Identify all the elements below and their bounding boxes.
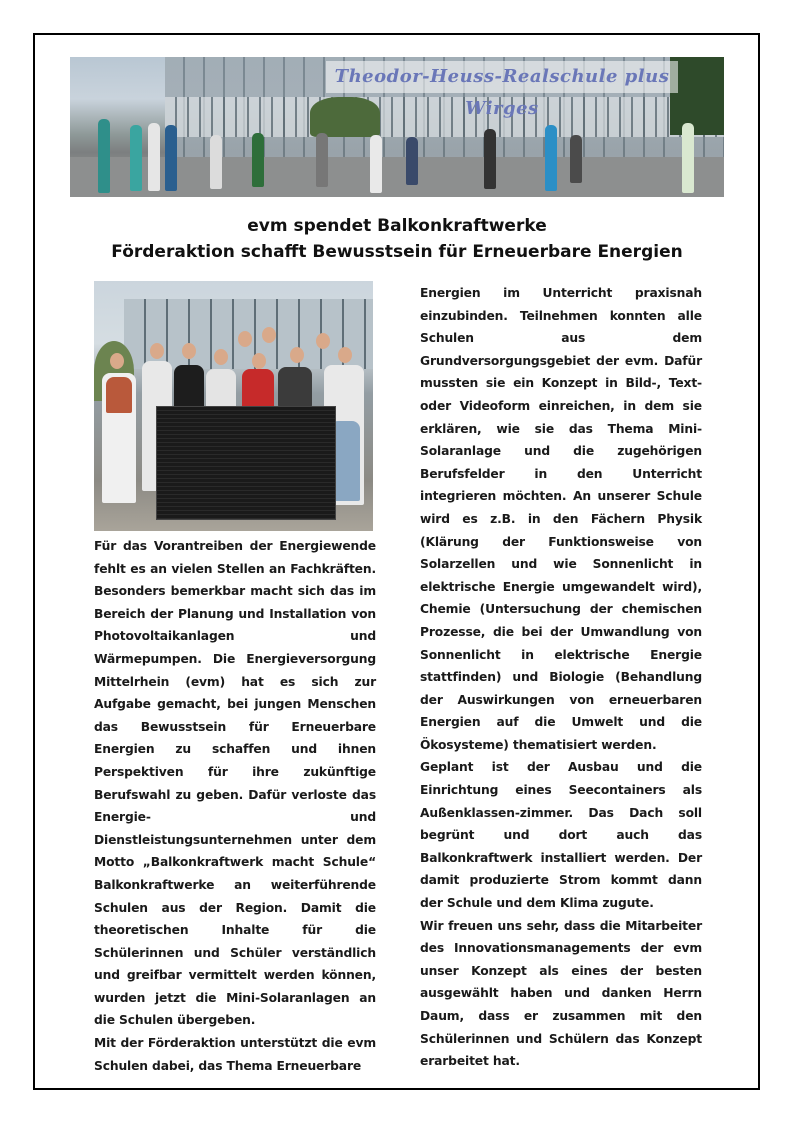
school-name-logo: Theodor-Heuss-Realschule plus Wirges (326, 61, 678, 93)
paragraph: Für das Vorantreiben der Energiewende fehlt es an vielen Stellen an Fachkräften. Besonders bemerkbar macht sich das im Bereich der Planung und Installation von Photovoltaikanlagen und Wärmepumpen. Die Energieversorgung Mittelrhein (evm) hat es sich zur Aufgabe gemacht, bei jungen Menschen das Bewusstsein für Erneuerbare Energien zu schaffen und ihnen Perspektiven für ihre zukünftige Berufswahl zu geben. Dafür verloste das Energie- und Dienstleistungsunternehmen unter dem Motto „Balkonkraftwerk macht Schule“ Balkonkraftwerke an weiterführende Schulen aus der Region. Damit die theoretischen Inhalte für die Schülerinnen und Schüler verständlich und greifbar vermittelt werden können, wurden jetzt die Mini-Solaranlagen an die Schulen übergeben. (94, 539, 376, 1028)
article-column-right (420, 282, 702, 1073)
article-headline (60, 213, 734, 265)
solar-panel (156, 406, 336, 520)
header-banner-photo (70, 57, 724, 197)
paragraph: Energien im Unterricht praxisnah einzubinden. Teilnehmen konnten alle Schulen aus dem Grundversorgungsgebiet der evm. Dafür mussten sie ein Konzept in Bild-, Text- oder Videoform einreichen, in dem sie erklären, wie sie das Thema Mini-Solaranlage und die zugehörigen Berufsfelder in den Unterricht integrieren möchten. An unserer Schule wird es z.B. in den Fächern Physik (Klärung der Funktionsweise von Solarzellen und wie Sonnenlicht in elektrische Energie umgewandelt wird), Chemie (Untersuchung der chemischen Prozesse, die bei der Umwandlung von Sonnenlicht in elektrische Energie stattfinden) und Biologie (Behandlung der Auswirkungen von erneuerbaren Energien auf die Umwelt und die Ökosysteme) thematisiert werden. (420, 286, 702, 752)
students-with-solar-panel-photo (94, 281, 373, 531)
paragraph: Geplant ist der Ausbau und die Einrichtung eines Seecontainers als Außenklassen-zimmer. Das Dach soll begrünt und dort auch das Balkonkraftwerk installiert werden. Der damit produzierte Strom kommt dann der Schule und dem Klima zugute. (420, 760, 702, 911)
article-column-left (94, 535, 376, 1077)
headline-title: evm spendet Balkonkraftwerke (247, 216, 547, 236)
headline-subtitle: Förderaktion schafft Bewusstsein für Erneuerbare Energien (111, 242, 683, 262)
banner-students (70, 115, 724, 197)
paragraph: Mit der Förderaktion unterstützt die evm Schulen dabei, das Thema Erneuerbare (94, 1036, 376, 1073)
paragraph: Wir freuen uns sehr, dass die Mitarbeiter des Innovationsmanagements der evm unser Konzept als eines der besten ausgewählt haben und danken Herrn Daum, dass er zusammen mit den Schülerinnen und Schülern das Konzept erarbeitet hat. (420, 918, 702, 1069)
